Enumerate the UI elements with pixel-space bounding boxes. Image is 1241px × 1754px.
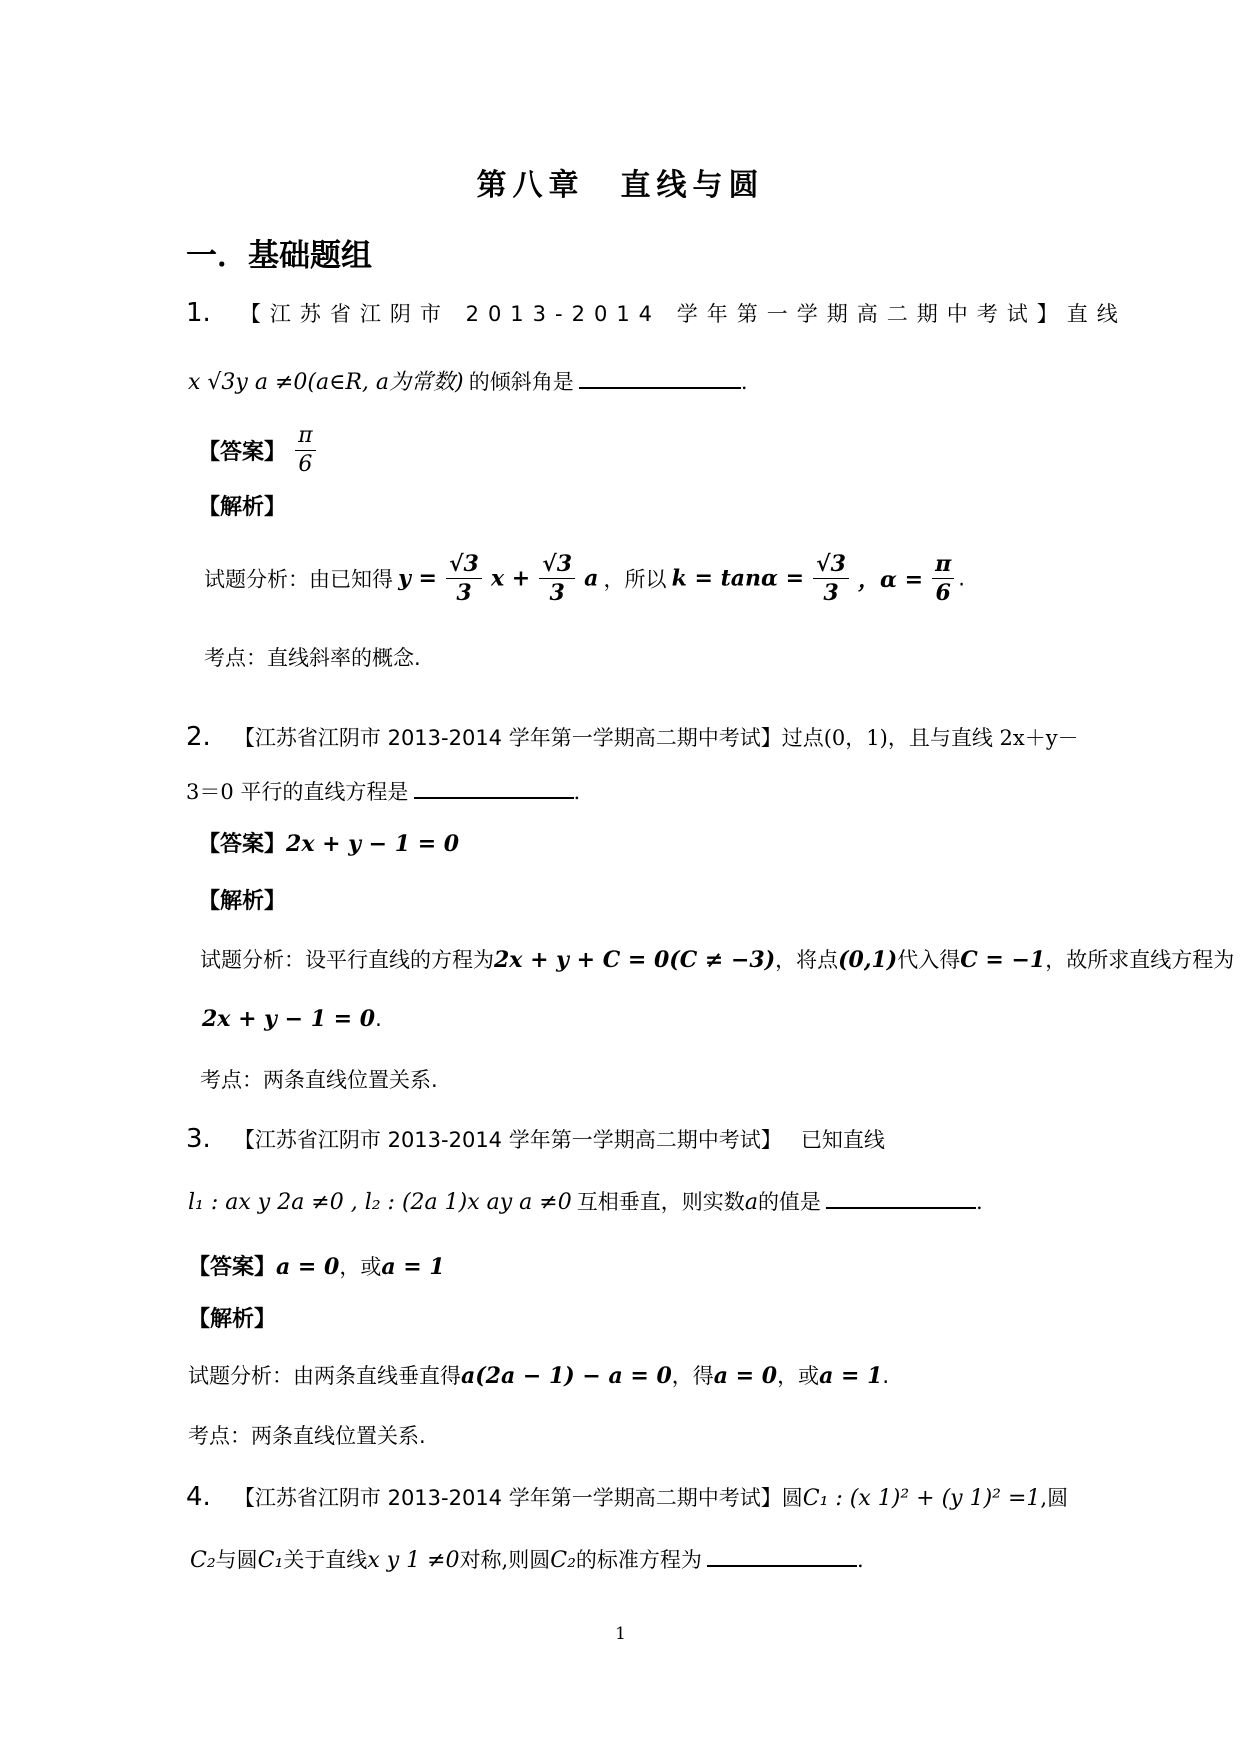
q2-stem1: 过点(0，1)，且与直线 2x＋y－ (781, 726, 1079, 750)
question-3-analysis: 试题分析：由两条直线垂直得a(2a − 1) − a = 0，得a = 0，或a = 1. (188, 1363, 890, 1389)
stem-math: x √3y a ≠0(a∈R, a为常数) (188, 370, 464, 395)
q4-stem2-math2: C₁ (257, 1548, 284, 1573)
q1-analysis-mid: ，所以 (603, 567, 667, 592)
question-2-header (186, 722, 1079, 752)
q4-stem2-t3: 对称,则圆 (459, 1548, 551, 1572)
q2-source: 【江苏省江阴市 2013-2014 学年第一学期高二期中考试】 (233, 726, 782, 750)
q3-answer-m2: a = 1 (381, 1254, 445, 1280)
q3-stem-text2: 的值是 (757, 1190, 821, 1214)
question-3-answer (188, 1250, 445, 1281)
q3-analysis-pre: 试题分析：由两条直线垂直得 (188, 1364, 461, 1388)
q4-stem2-math4: C₂ (550, 1548, 576, 1573)
q4-source: 【江苏省江阴市 2013-2014 学年第一学期高二期中考试】 (233, 1486, 782, 1510)
q3-analysis-m2: a = 0 (713, 1363, 778, 1389)
q3-stem-text: 互相垂直，则实数 (576, 1190, 745, 1214)
q3-analysis-mid: ，得 (671, 1364, 714, 1388)
q3-source-tail: 已知直线 (800, 1128, 885, 1152)
kaodian: 考点：直线斜率的概念. (204, 646, 421, 670)
q1-analysis-eq3-num: π (932, 550, 954, 579)
q1-analysis-eq1-frac1-den: 3 (456, 580, 472, 606)
answer-blank (826, 1189, 976, 1209)
q2-answer-label: 【答案】 (198, 832, 287, 857)
q2-num: 2. (186, 722, 211, 752)
question-number: 1. (186, 298, 211, 328)
q2-analysis-mid2: 代入得 (897, 948, 961, 972)
q3-answer-m1: a = 0 (276, 1254, 340, 1280)
q1-analysis-eq1-mid: x + (490, 565, 531, 592)
question-1-stem: x √3y a ≠0(a∈R, a为常数) 的倾斜角是 . (188, 370, 748, 395)
q3-stem-a: a (744, 1190, 758, 1215)
q3-answer-label: 【答案】 (188, 1255, 277, 1280)
question-3-stem: l₁ : ax y 2a ≠0 , l₂ : (2a 1)x ay a ≠0 互相垂直，则实数a的值是 . (188, 1190, 983, 1215)
analysis-label: 【解析】 (198, 495, 287, 520)
q1-analysis-eq1-end: a (584, 565, 599, 592)
kaodian: 考点：两条直线位置关系. (200, 1068, 438, 1092)
q3-analysis-m3: a = 1 (819, 1363, 883, 1389)
q1-analysis-eq2-den: 3 (823, 580, 839, 606)
question-1-analysis: 试题分析：由已知得 y = $\frac{√3}{3}$ x + $\frac{√3}{3}$ a ，所以 k = tanα = $\frac{√3}{3}$ ，α = $\frac{\pi}{6}$ . (204, 551, 965, 606)
q4-stem1-pre: 圆 (781, 1486, 803, 1510)
q3-stem-math: l₁ : ax y 2a ≠0 , l₂ : (2a 1)x ay a ≠0 (188, 1190, 572, 1215)
q4-num: 4. (186, 1482, 211, 1512)
stem-text: 的倾斜角是 (468, 370, 574, 394)
answer-label: 【答案】 (198, 440, 287, 465)
q2-analysis-mid: ，将点 (775, 948, 839, 972)
q4-stem2-t1: 与圆 (215, 1548, 258, 1572)
q1-analysis-eq1-frac1-num: √3 (446, 550, 482, 579)
q3-num: 3. (186, 1124, 211, 1154)
q3-analysis-m1: a(2a − 1) − a = 0 (461, 1363, 672, 1389)
q1-answer-den: 6 (298, 452, 313, 477)
question-2-stem: 3＝0 平行的直线方程是 . (186, 780, 581, 804)
question-source: 【江苏省江阴市 2013-2014 学年第一学期高二期中考试】直线 (239, 302, 1127, 326)
q1-analysis-eq1-frac2-den: 3 (549, 580, 565, 606)
answer-blank (414, 779, 574, 799)
q2-analysis-m1: 2x + y + C = 0(C ≠ −3) (494, 947, 776, 973)
q4-stem2-math1: C₂ (190, 1548, 216, 1573)
question-2-analysis-cont: 2x + y − 1 = 0. (202, 1006, 382, 1032)
question-1-answer (198, 422, 320, 479)
q1-analysis-eq1-frac2-num: √3 (539, 550, 575, 579)
q3-answer-mid: ，或 (339, 1255, 382, 1279)
q1-analysis-eq2: k = tanα = (671, 565, 805, 592)
answer-fraction (295, 422, 315, 479)
q1-analysis-eq3: ，α = (858, 567, 924, 593)
q1-answer-num: π (295, 422, 315, 451)
question-3-header (186, 1124, 885, 1154)
question-1-header (186, 298, 1127, 328)
question-4-header (186, 1482, 1068, 1512)
q1-analysis-pre: 试题分析：由已知得 (204, 567, 393, 592)
q4-stem1-post: ,圆 (1040, 1486, 1069, 1510)
q2-analysis-post: ，故所求直线方程为 (1045, 948, 1235, 972)
q1-analysis-eq1: y = (398, 565, 437, 592)
kaodian: 考点：两条直线位置关系. (188, 1424, 426, 1448)
answer-blank (707, 1547, 857, 1567)
q4-stem2-t4: 的标准方程为 (575, 1548, 702, 1572)
page-number: 1 (615, 1624, 626, 1644)
q4-stem2-math3: x y 1 ≠0 (367, 1548, 460, 1573)
chapter-title: 第八章 直线与圆 (476, 168, 765, 203)
q2-stem2: 3＝0 平行的直线方程是 (186, 780, 409, 804)
q2-analysis-pre: 试题分析：设平行直线的方程为 (200, 948, 494, 972)
question-2-answer (198, 827, 459, 858)
q2-analysis-m3: C = −1 (960, 947, 1046, 973)
section-heading: 一．基础题组 (186, 238, 372, 274)
question-2-analysis (200, 944, 1234, 974)
answer-blank (579, 369, 741, 389)
q4-stem2-t2: 关于直线 (283, 1548, 368, 1572)
q2-analysis-m2: (0,1) (838, 947, 898, 973)
q1-analysis-eq2-num: √3 (813, 550, 849, 579)
question-4-stem: C₂与圆C₁关于直线x y 1 ≠0对称,则圆C₂的标准方程为 . (190, 1548, 864, 1573)
q2-answer: 2x + y − 1 = 0 (286, 831, 460, 857)
analysis-label: 【解析】 (188, 1307, 277, 1332)
q4-stem1-math: C₁ : (x 1)² + (y 1)² =1 (802, 1486, 1041, 1511)
q3-analysis-mid2: ，或 (777, 1364, 820, 1388)
q1-analysis-eq3-den: 6 (935, 580, 951, 606)
q2-analysis-line2: 2x + y − 1 = 0 (202, 1006, 376, 1032)
q3-source: 【江苏省江阴市 2013-2014 学年第一学期高二期中考试】 (233, 1128, 782, 1152)
analysis-label: 【解析】 (198, 889, 287, 914)
